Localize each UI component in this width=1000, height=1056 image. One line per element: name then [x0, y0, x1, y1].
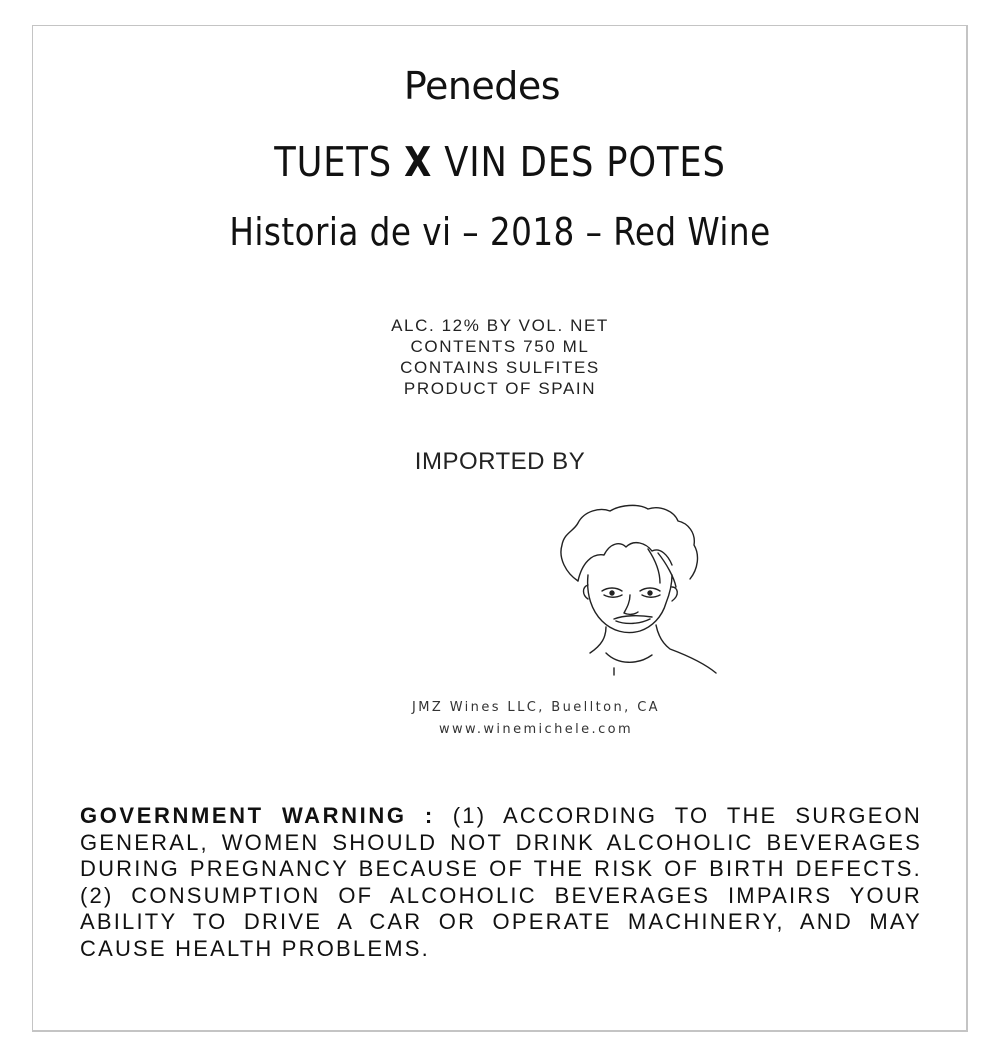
woman-portrait-sketch-icon: [548, 503, 728, 678]
warning-body: (1) ACCORDING TO THE SURGEON GENERAL, WOMEN SHOULD NOT DRINK ALCOHOLIC BEVERAGES DURING PREGNANCY BECAUSE OF THE RISK OF BIRTH DEFECTS. (2) CONSUMPTION OF ALCOHOLIC BEVERAGES IMPAIRS YOUR ABILITY TO DRIVE A CAR OR OPERATE MACHINERY, AND MAY CAUSE HEALTH PROBLEMS.: [80, 803, 922, 961]
cuvee-line: Historia de vi – 2018 – Red Wine: [229, 210, 771, 254]
importer-name: JMZ Wines LLC, Buellton, CA: [412, 700, 660, 715]
government-warning: [80, 803, 922, 962]
spec-line: CONTAINS SULFITES: [400, 358, 600, 377]
warning-lead: GOVERNMENT WARNING :: [80, 803, 435, 828]
spec-line: ALC. 12% BY VOL. NET: [391, 316, 609, 335]
wine-region: Penedes: [403, 64, 561, 108]
collab-separator: X: [404, 138, 433, 186]
producer-right: VIN DES POTES: [444, 138, 726, 186]
imported-by-heading: IMPORTED BY: [414, 448, 586, 475]
importer-info: [36, 697, 1000, 741]
producer-left: TUETS: [274, 138, 393, 186]
importer-website: www.winemichele.com: [438, 722, 634, 737]
spec-line: PRODUCT OF SPAIN: [403, 379, 597, 398]
specs-block: [0, 315, 1000, 399]
spec-line: CONTENTS 750 ML: [410, 337, 590, 356]
producer-title: [70, 138, 930, 186]
